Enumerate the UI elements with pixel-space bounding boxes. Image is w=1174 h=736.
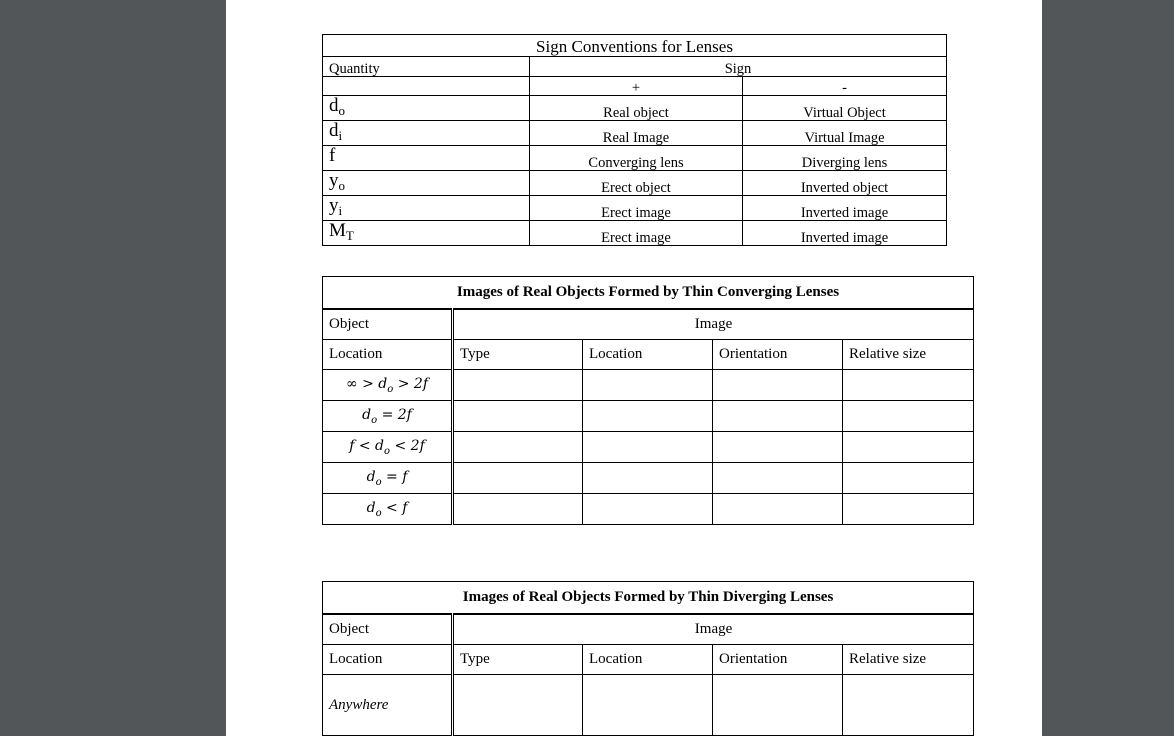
answer-cell: [713, 494, 843, 525]
condition-row: [323, 494, 974, 525]
condition-cell: $d_o = f$: [323, 463, 453, 494]
minus-cell: Diverging lens: [743, 146, 947, 171]
document-page: [226, 0, 1042, 736]
minus-cell: Inverted object: [743, 171, 947, 196]
condition-cell: Anywhere: [323, 675, 453, 736]
sign-table-title: Sign Conventions for Lenses: [323, 35, 947, 57]
answer-cell: [453, 432, 583, 463]
plus-cell: Erect image: [530, 196, 743, 221]
answer-cell: [583, 432, 713, 463]
plus-cell: Real Image: [530, 121, 743, 146]
answer-cell: [583, 463, 713, 494]
quantity-subscript: i: [338, 128, 343, 143]
sign-row: [323, 96, 947, 121]
quantity-cell: [323, 96, 530, 121]
image-header: Image: [453, 309, 974, 340]
answer-cell: [453, 463, 583, 494]
sign-row: [323, 121, 947, 146]
sign-row: [323, 196, 947, 221]
answer-cell: [583, 370, 713, 401]
answer-cell: [713, 432, 843, 463]
plus-header: +: [530, 77, 743, 96]
answer-cell: [713, 370, 843, 401]
column-header: Location: [583, 645, 713, 675]
minus-cell: Virtual Image: [743, 121, 947, 146]
minus-cell: Inverted image: [743, 221, 947, 246]
answer-cell: [843, 370, 974, 401]
plus-cell: Erect object: [530, 171, 743, 196]
answer-cell: [583, 401, 713, 432]
quantity-symbol: d: [329, 95, 339, 116]
column-header: Type: [453, 340, 583, 370]
answer-cell: [843, 494, 974, 525]
sign-row: [323, 171, 947, 196]
answer-cell: [453, 401, 583, 432]
condition-row: [323, 370, 974, 401]
condition-row: [323, 401, 974, 432]
diverging-table-title: Images of Real Objects Formed by Thin Diverging Lenses: [323, 582, 974, 615]
answer-cell: [583, 675, 713, 736]
answer-cell: [843, 463, 974, 494]
empty-cell: [323, 77, 530, 96]
minus-cell: Inverted image: [743, 196, 947, 221]
quantity-cell: [323, 221, 530, 246]
answer-cell: [843, 401, 974, 432]
plus-cell: Converging lens: [530, 146, 743, 171]
answer-cell: [843, 675, 974, 736]
quantity-subscript: T: [345, 228, 354, 243]
sign-row: [323, 221, 947, 246]
answer-cell: [453, 370, 583, 401]
answer-cell: [583, 494, 713, 525]
quantity-header: Quantity: [323, 57, 530, 77]
quantity-symbol: y: [329, 170, 339, 191]
answer-cell: [713, 401, 843, 432]
quantity-cell: [323, 196, 530, 221]
converging-lens-table: [322, 276, 974, 525]
converging-table-title: Images of Real Objects Formed by Thin Converging Lenses: [323, 277, 974, 310]
quantity-cell: [323, 146, 530, 171]
quantity-subscript: o: [338, 103, 345, 118]
quantity-cell: [323, 121, 530, 146]
diverging-lens-table: [322, 581, 974, 736]
location-header: Location: [323, 645, 453, 675]
sign-header: Sign: [530, 57, 947, 77]
image-header: Image: [453, 614, 974, 645]
quantity-subscript: i: [338, 203, 343, 218]
condition-row: [323, 463, 974, 494]
column-header: Relative size: [843, 645, 974, 675]
minus-header: -: [743, 77, 947, 96]
object-header: Object: [323, 309, 453, 340]
quantity-symbol: y: [329, 195, 339, 216]
minus-cell: Virtual Object: [743, 96, 947, 121]
condition-cell: $d_o < f$: [323, 494, 453, 525]
quantity-symbol: f: [329, 145, 336, 166]
column-header: Orientation: [713, 340, 843, 370]
column-header: Orientation: [713, 645, 843, 675]
quantity-cell: [323, 171, 530, 196]
answer-cell: [843, 432, 974, 463]
location-header: Location: [323, 340, 453, 370]
quantity-symbol: d: [329, 120, 339, 141]
condition-cell: ∞ > $d_o > 2f$: [323, 370, 453, 401]
column-header: Location: [583, 340, 713, 370]
object-header: Object: [323, 614, 453, 645]
condition-row: [323, 432, 974, 463]
sign-row: [323, 146, 947, 171]
answer-cell: [713, 675, 843, 736]
column-header: Relative size: [843, 340, 974, 370]
answer-cell: [713, 463, 843, 494]
quantity-symbol: M: [329, 220, 346, 241]
column-header: Type: [453, 645, 583, 675]
condition-cell: $f < d_o < 2f$: [323, 432, 453, 463]
answer-cell: [453, 494, 583, 525]
quantity-subscript: o: [338, 178, 345, 193]
answer-cell: [453, 675, 583, 736]
plus-cell: Real object: [530, 96, 743, 121]
plus-cell: Erect image: [530, 221, 743, 246]
sign-conventions-table: [322, 34, 947, 246]
condition-cell: $d_o = 2f$: [323, 401, 453, 432]
